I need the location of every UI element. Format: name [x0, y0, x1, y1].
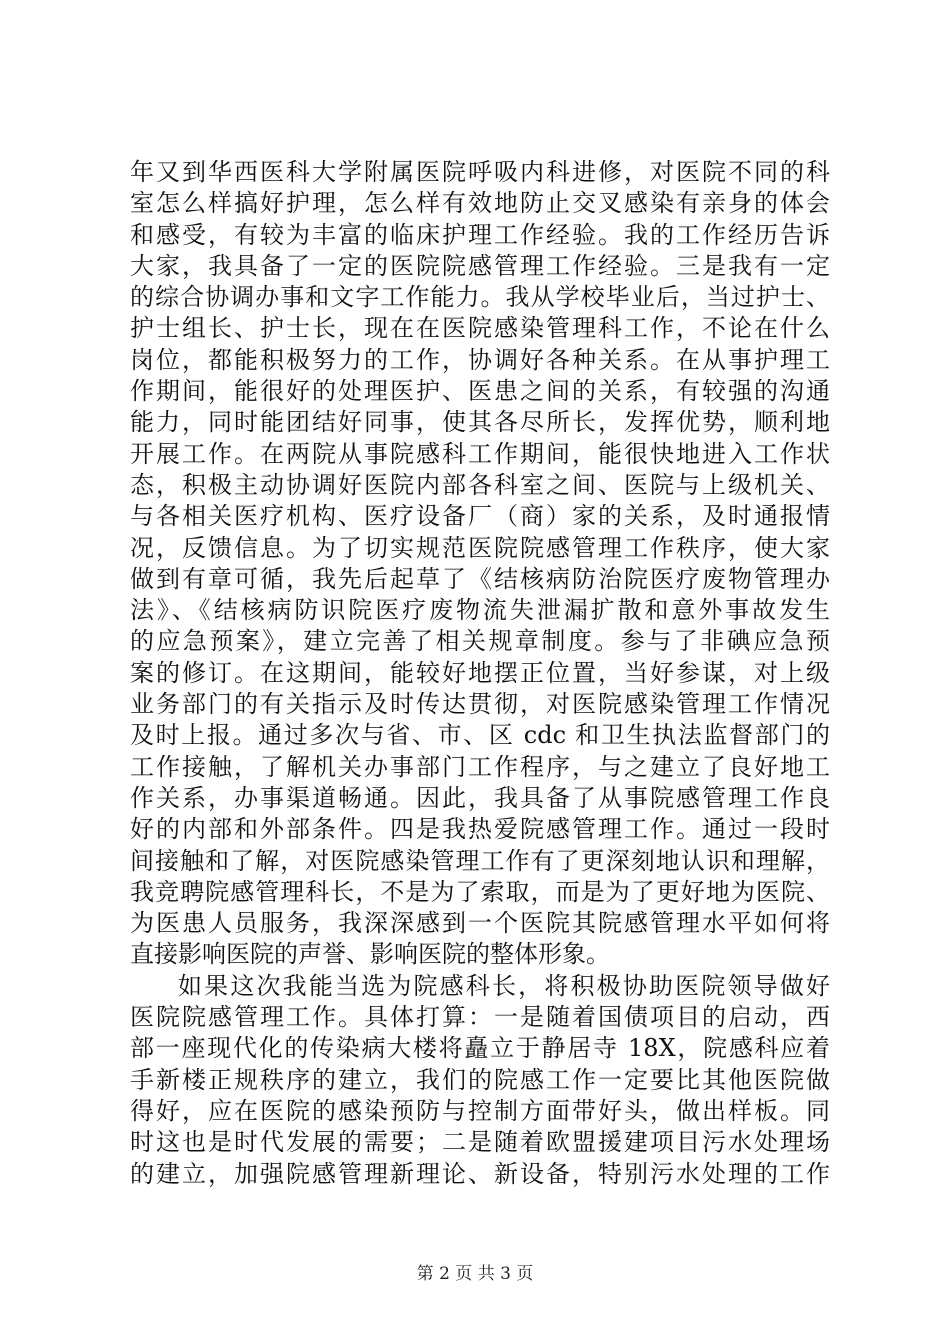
text-line: 的建立，加强院感管理新理论、新设备，特别污水处理的工作 [130, 1159, 830, 1188]
text-line: 案的修订。在这期间，能较好地摆正位置，当好参谋，对上级 [130, 658, 830, 687]
body-text [130, 157, 830, 1190]
text-line: 室怎么样搞好护理，怎么样有效地防止交叉感染有亲身的体会 [130, 189, 830, 218]
text-line: 为医患人员服务，我深深感到一个医院其院感管理水平如何将 [130, 909, 830, 938]
text-line: 做到有章可循，我先后起草了《结核病防治院医疗废物管理办 [130, 564, 830, 593]
text-line: 工作接触，了解机关办事部门工作程序，与之建立了良好地工 [130, 752, 830, 781]
text-line: 能力，同时能团结好同事，使其各尽所长，发挥优势，顺利地 [130, 408, 830, 437]
text-line: 得好，应在医院的感染预防与控制方面带好头，做出样板。同 [130, 1096, 830, 1125]
text-line: 的应急预案》，建立完善了相关规章制度。参与了非碘应急预 [130, 627, 830, 656]
text-line: 我竞聘院感管理科长，不是为了索取，而是为了更好地为医院、 [130, 877, 830, 906]
text-line: 部一座现代化的传染病大楼将矗立于静居寺 18X，院感科应着 [130, 1034, 830, 1063]
text-line: 法》、《结核病防识院医疗废物流失泄漏扩散和意外事故发生 [130, 596, 830, 625]
text-line: 间接触和了解，对医院感染管理工作有了更深刻地认识和理解， [130, 846, 830, 875]
text-line: 态，积极主动协调好医院内部各科室之间、医院与上级机关、 [130, 470, 830, 499]
text-line: 手新楼正规秩序的建立，我们的院感工作一定要比其他医院做 [130, 1065, 830, 1094]
text-line: 作期间，能很好的处理医护、医患之间的关系，有较强的沟通 [130, 377, 830, 406]
text-line: 岗位，都能积极努力的工作，协调好各种关系。在从事护理工 [130, 345, 830, 374]
paragraph-start-line: 如果这次我能当选为院感科长，将积极协助医院领导做好 [178, 971, 830, 1000]
text-line: 护士组长、护士长，现在在医院感染管理科工作，不论在什么 [130, 314, 830, 343]
text-line: 及时上报。通过多次与省、市、区 cdc 和卫生执法监督部门的 [130, 721, 830, 750]
text-line: 的综合协调办事和文字工作能力。我从学校毕业后，当过护士、 [130, 283, 830, 312]
text-line: 作关系，办事渠道畅通。因此，我具备了从事院感管理工作良 [130, 783, 830, 812]
text-line: 与各相关医疗机构、医疗设备厂（商）家的关系，及时通报情 [130, 502, 830, 531]
text-line: 年又到华西医科大学附属医院呼吸内科进修，对医院不同的科 [130, 158, 830, 186]
text-line: 好的内部和外部条件。四是我热爱院感管理工作。通过一段时 [130, 815, 830, 844]
text-line: 时这也是时代发展的需要；二是随着欧盟援建项目污水处理场 [130, 1128, 830, 1157]
page-footer: 第 2 页 共 3 页 [416, 1264, 534, 1284]
text-line: 开展工作。在两院从事院感科工作期间，能很快地进入工作状 [130, 439, 830, 468]
text-line: 直接影响医院的声誉、影响医院的整体形象。 [130, 940, 610, 969]
text-line: 医院院感管理工作。具体打算：一是随着国债项目的启动，西 [130, 1003, 830, 1032]
text-line: 业务部门的有关指示及时传达贯彻，对医院感染管理工作情况 [130, 690, 830, 719]
text-line: 况，反馈信息。为了切实规范医院院感管理工作秩序，使大家 [130, 533, 830, 562]
text-line: 和感受，有较为丰富的临床护理工作经验。我的工作经历告诉 [130, 220, 830, 249]
text-line: 大家，我具备了一定的医院院感管理工作经验。三是我有一定 [130, 251, 830, 280]
